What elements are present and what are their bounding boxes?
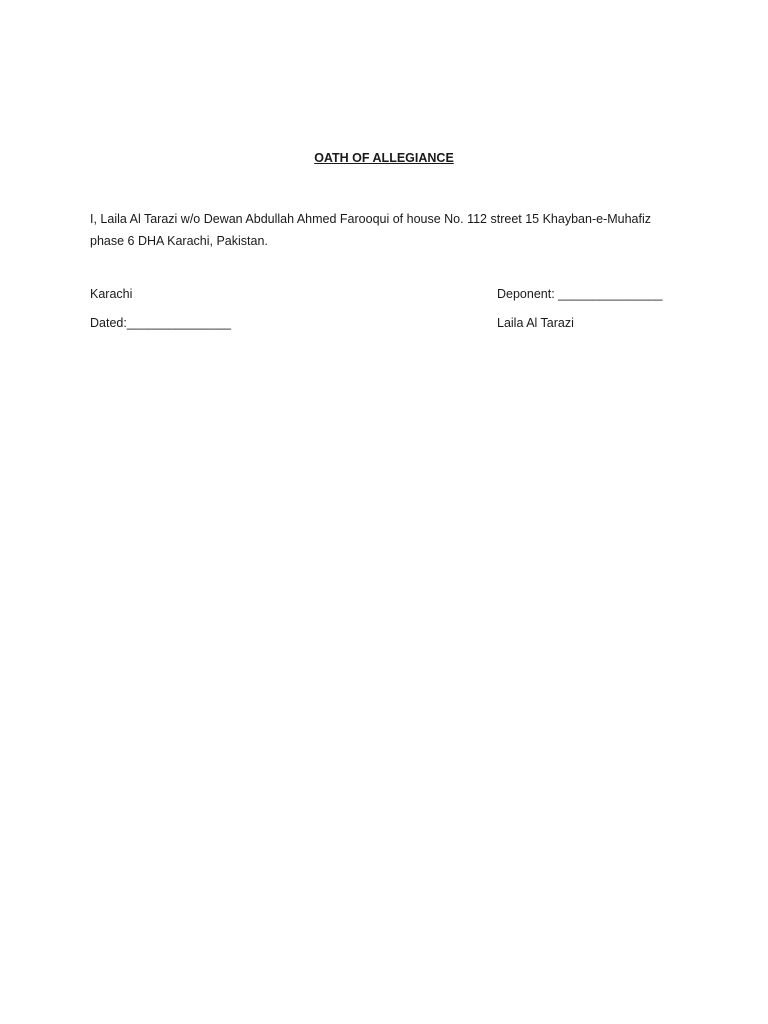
document-title: OATH OF ALLEGIANCE (314, 151, 454, 165)
place-label: Karachi (90, 287, 133, 301)
oath-body (90, 208, 680, 252)
deponent-name: Laila Al Tarazi (497, 316, 574, 330)
oath-body-line-2: phase 6 DHA Karachi, Pakistan. (90, 234, 268, 248)
deponent-signature-line: Deponent: _______________ (497, 287, 663, 301)
oath-body-line-1: I, Laila Al Tarazi w/o Dewan Abdullah Ahmed Farooqui of house No. 112 street 15 Khayban-e-Muhafiz (90, 212, 651, 226)
dated-line: Dated:_______________ (90, 316, 232, 330)
